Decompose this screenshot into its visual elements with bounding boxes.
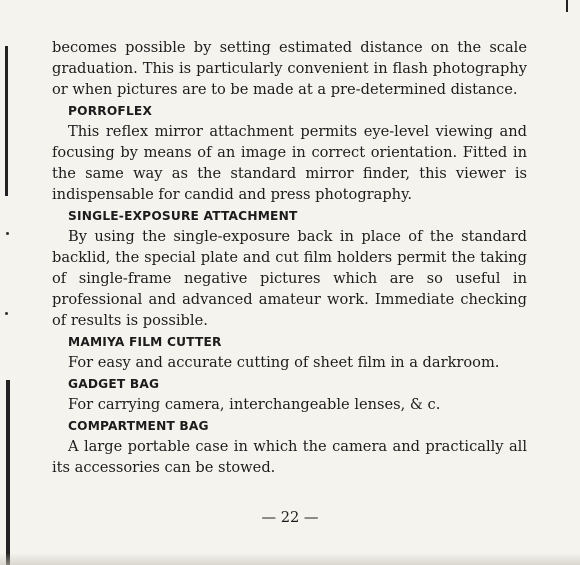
intro-paragraph: becomes possible by setting estimated distance on the scale graduation. This is particularly convenient in flash photography or when pictures are to be made at a pre-determined distance. <box>52 39 527 98</box>
left-margin-mark-top <box>5 46 8 196</box>
section-heading-porroflex: PORROFLEX <box>68 104 153 118</box>
section-heading-film-cutter: MAMIYA FILM CUTTER <box>68 335 222 349</box>
page-bottom-edge <box>0 553 580 565</box>
right-margin-mark <box>566 0 568 12</box>
section-body-compartment-bag: A large portable case in which the camera and practically all its accessories can be stowed. <box>52 438 527 476</box>
section-heading-gadget-bag: GADGET BAG <box>68 377 160 391</box>
margin-speck <box>6 232 9 235</box>
left-margin-mark-bottom <box>6 380 10 565</box>
section-body-film-cutter: For easy and accurate cutting of sheet film in a darkroom. <box>68 354 500 371</box>
section-body-porroflex: This reflex mirror attachment permits eye-level viewing and focusing by means of an image in correct orientation. Fitted in the same way as the standard mirror finder, this viewer is indispensable for candid and press photography. <box>52 123 527 203</box>
page-number: — 22 — <box>261 509 319 526</box>
section-heading-compartment-bag: COMPARTMENT BAG <box>68 419 209 433</box>
section-heading-single-exposure: SINGLE-EXPOSURE ATTACHMENT <box>68 209 298 223</box>
section-body-gadget-bag: For carrying camera, interchangeable lenses, & c. <box>68 396 441 413</box>
text-column <box>52 37 527 478</box>
margin-speck <box>5 312 8 315</box>
section-body-single-exposure: By using the single-exposure back in place of the standard backlid, the special plate and cut film holders permit the taking of single-frame negative pictures which are so useful in professional and advanced amateur work. Immediate checking of results is possible. <box>52 228 527 329</box>
